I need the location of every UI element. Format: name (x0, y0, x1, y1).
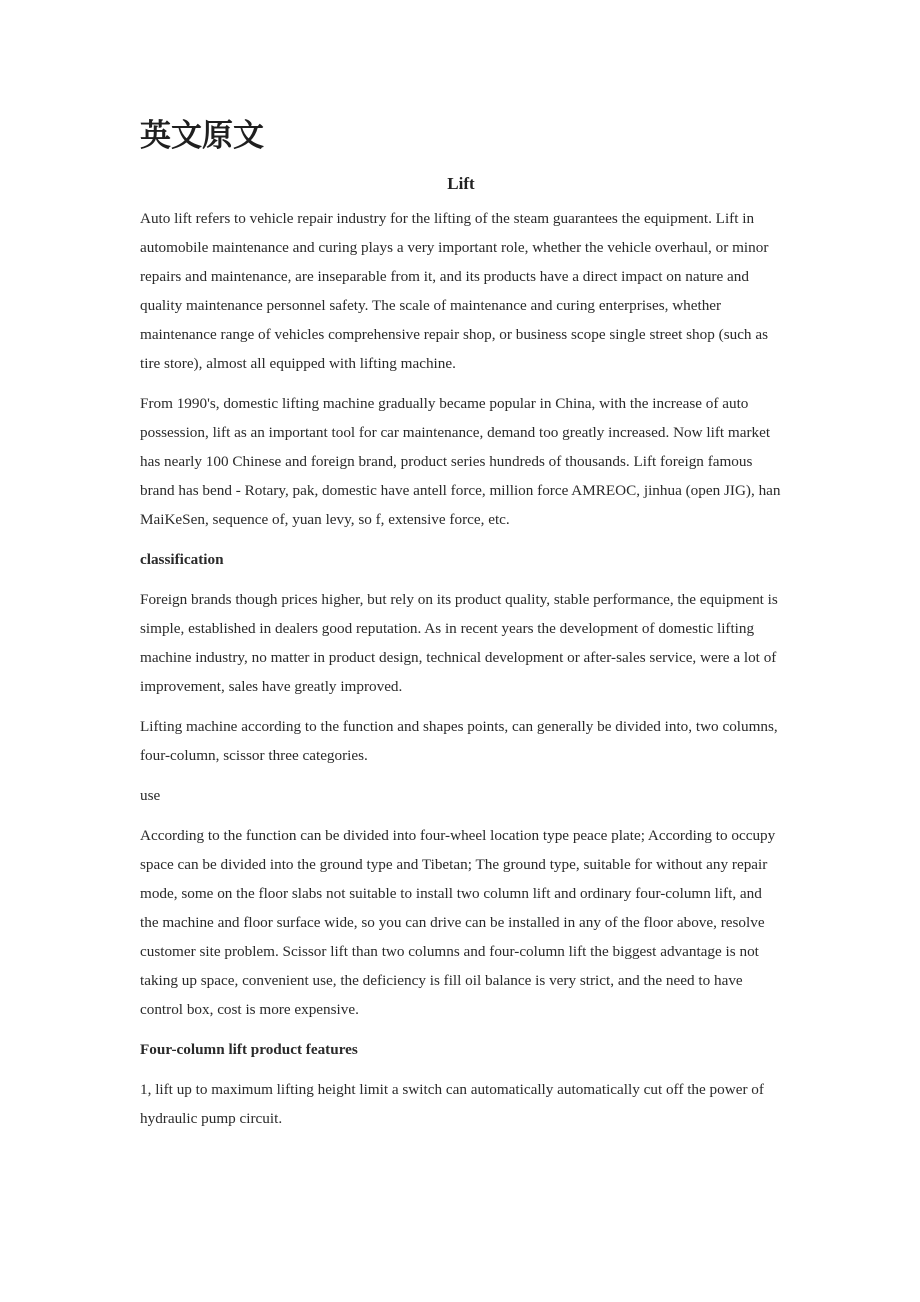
paragraph-intro: Auto lift refers to vehicle repair industry for the lifting of the steam guarantees the equipment. Lift in automobile maintenance and curing plays a very important role, whether the vehicle overhaul, or minor repairs and maintenance, are inseparable from it, and its products have a direct impact on nature and quality maintenance personnel safety. The scale of maintenance and curing enterprises, whether maintenance range of vehicles comprehensive repair shop, or business scope single street shop (such as tire store), almost all equipped with lifting machine. (140, 210, 769, 372)
paragraph-categories: Lifting machine according to the function and shapes points, can generally be divided into, two columns, four-column, scissor three categories. (140, 718, 778, 764)
paragraph-brands: Foreign brands though prices higher, but rely on its product quality, stable performance, the equipment is simple, established in dealers good reputation. As in recent years the development of domestic lifting machine industry, no matter in product design, technical development or after-sales service, were a lot of improvement, sales have greatly improved. (140, 591, 778, 695)
article-title: Lift (447, 174, 475, 193)
paragraph-function: According to the function can be divided into four-wheel location type peace plate; According to occupy space can be divided into the ground type and Tibetan; The ground type, suitable for without any repair mode, some on the floor slabs not suitable to install two column lift and ordinary four-column lift, and the machine and floor surface wide, so you can drive can be installed in any of the floor above, resolve customer site problem. Scissor lift than two columns and four-column lift the biggest advantage is not taking up space, convenient use, the deficiency is fill oil balance is very strict, and the need to have control box, cost is more expensive. (140, 827, 776, 1018)
subheading-four-column-features: Four-column lift product features (140, 1041, 358, 1058)
subheading-use: use (140, 787, 161, 804)
section-heading: 英文原文 (140, 118, 264, 154)
paragraph-history: From 1990's, domestic lifting machine gradually became popular in China, with the increase of auto possession, lift as an important tool for car maintenance, demand too greatly increased. Now lift market has nearly 100 Chinese and foreign brand, product series hundreds of thousands. Lift foreign famous brand has bend - Rotary, pak, domestic have antell force, million force AMREOC, jinhua (open JIG), han MaiKeSen, sequence of, yuan levy, so f, extensive force, etc. (140, 395, 781, 528)
paragraph-feature-1: 1, lift up to maximum lifting height limit a switch can automatically automatically cut off the power of hydraulic pump circuit. (140, 1081, 764, 1127)
document-body (140, 112, 782, 1144)
subheading-classification: classification (140, 551, 224, 568)
